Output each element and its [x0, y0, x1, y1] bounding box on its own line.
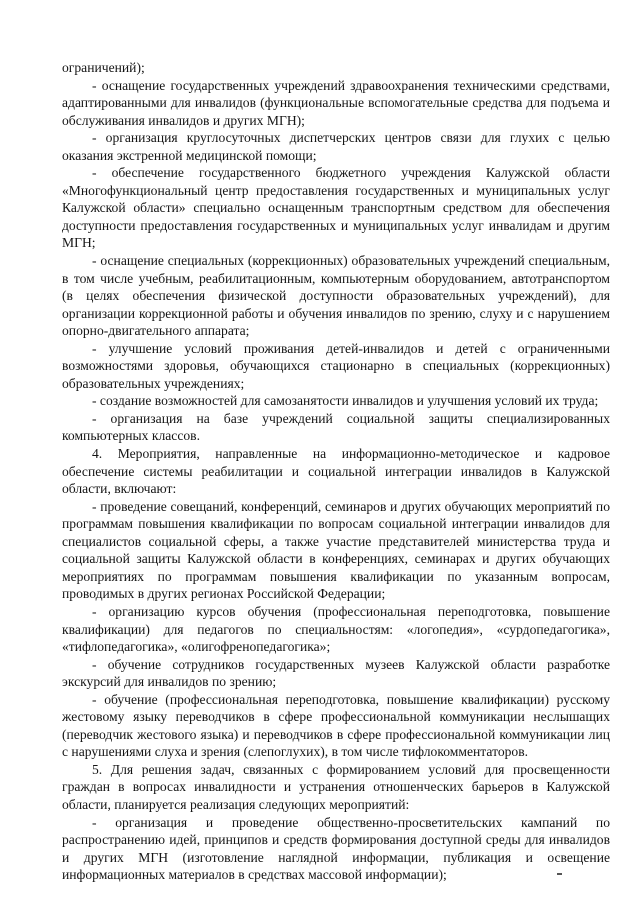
paragraph: - улучшение условий проживания детей-инвалидов и детей с ограниченными возможностями здоровья, обучающихся стационарно в специальных (коррекционных) образовательных учреждениях; [62, 340, 610, 391]
paragraph: - организация круглосуточных диспетчерских центров связи для глухих с целью оказания экстренной медицинской помощи; [62, 130, 610, 163]
paragraph: - оснащение специальных (коррекционных) образовательных учреждений специальным, в том числе учебным, реабилитационным, компьютерным оборудованием, автотранспортом (в целях обеспечения физической доступности образовательных учреждений), для организации коррекционной работы и обучения инвалидов по зрению, слуху и с нарушением опорно-двигательного аппарата; [62, 253, 610, 339]
paragraph: - обеспечение государственного бюджетного учреждения Калужской области «Многофункциональный центр предоставления государственных и муниципальных услуг Калужской области» специально оснащенным транспортным средством для обеспечения доступности предоставления государственных и муниципальных услуг инвалидам и другим МГН; [62, 165, 610, 251]
document-body [62, 59, 610, 884]
paragraph: - создание возможностей для самозанятости инвалидов и улучшения условий их труда; [92, 393, 599, 409]
paragraph: - обучение (профессиональная переподготовка, повышение квалификации) русскому жестовому языку переводчиков в сфере профессиональной коммуникации неслышащих (переводчик жестового языка) и переводчиков в сфере профессиональной коммуникации лиц с нарушениями слуха и зрения (слепоглухих), в том числе тифлокомментаторов. [62, 691, 610, 760]
paragraph: 4. Мероприятия, направленные на информационно-методическое и кадровое обеспечение системы реабилитации и социальной интеграции инвалидов в Калужской области, включают: [62, 446, 610, 497]
paragraph: - организацию курсов обучения (профессиональная переподготовка, повышение квалификации) для педагогов по специальностям: «логопедия», «сурдопедагогика», «тифлопедагогика», «олигофренопедагогика»; [62, 603, 610, 655]
scan-mark [557, 873, 562, 875]
paragraph: 5. Для решения задач, связанных с формированием условий для просвещенности граждан в вопросах инвалидности и устранения отношенческих барьеров в Калужской области, планируется реализация следующих мероприятий: [62, 761, 610, 812]
paragraph: - организация на базе учреждений социальной защиты специализированных компьютерных классов. [62, 410, 610, 444]
paragraph: - обучение сотрудников государственных музеев Калужской области разработке экскурсий для инвалидов по зрению; [62, 656, 610, 690]
paragraph: - организация и проведение общественно-просветительских кампаний по распространению идей, принципов и средств формирования доступной среды для инвалидов и других МГН (изготовление наглядной информации, публикация и освещение информационных материалов в средствах массовой информации); [62, 814, 610, 883]
paragraph: ограничений); [62, 60, 145, 75]
paragraph: - проведение совещаний, конференций, семинаров и других обучающих мероприятий по программам повышения квалификации по вопросам социальной интеграции инвалидов для специалистов социальной сферы, а также участие представителей министерства труда и социальной защиты Калужской области в конференциях, семинарах и других обучающих мероприятиях по программам повышения квалификации по указанным вопросам, проводимых в других регионах Российской Федерации; [62, 498, 610, 602]
paragraph: - оснащение государственных учреждений здравоохранения техническими средствами, адаптированными для инвалидов (функциональные вспомогательные средства для подъема и обслуживания инвалидов и других МГН); [62, 77, 610, 128]
